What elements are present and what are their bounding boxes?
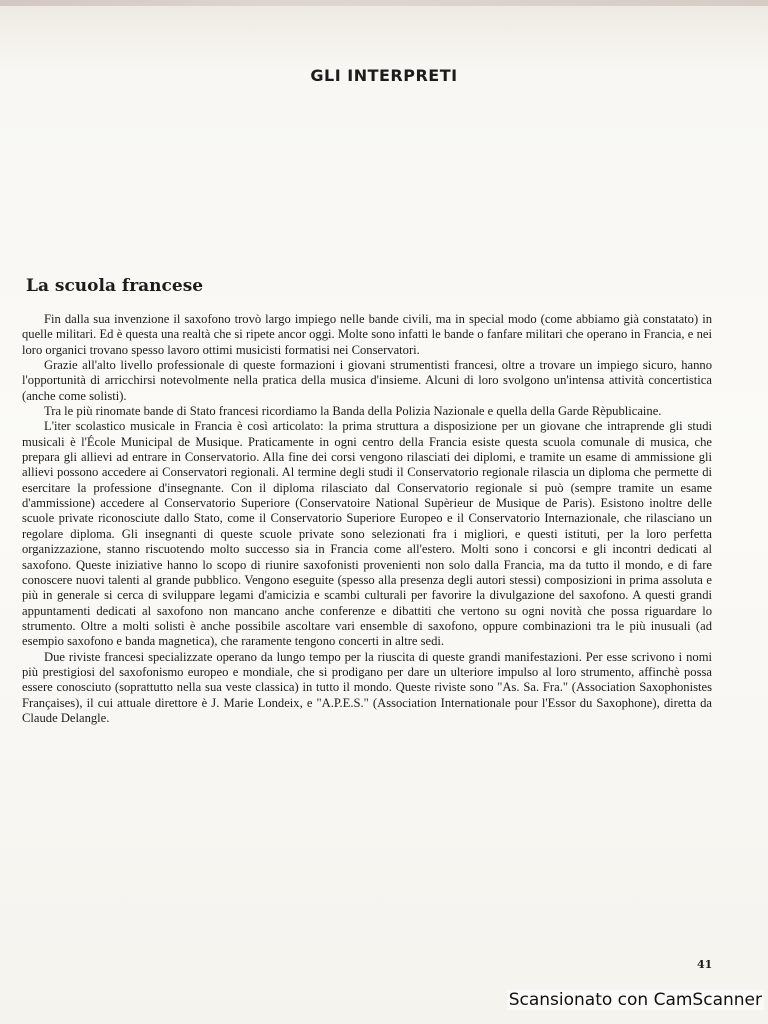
paragraph: Tra le più rinomate bande di Stato francesi ricordiamo la Banda della Polizia Nazionale e quella della Garde Rèpublicaine.: [44, 404, 662, 419]
paragraph: Grazie all'alto livello professionale di queste formazioni i giovani strumentisti francesi, oltre a trovare un impiego sicuro, hanno l'opportunità di arricchirsi notevolmente nella pratica della musica d'insieme. Alcuni di loro svolgono un'intensa attività concertistica (anche come solisti).: [22, 358, 712, 403]
section-title: La scuola francese: [26, 276, 204, 296]
page-number: 41: [697, 958, 713, 971]
chapter-title: GLI INTERPRETI: [310, 66, 458, 85]
paragraph: Fin dalla sua invenzione il saxofono trovò largo impiego nelle bande civili, ma in special modo (come abbiamo già constatato) in quelle militari. Ed è questa una realtà che si ripete ancor oggi. Molte sono infatti le bande o fanfare militari che operano in Francia, e nei loro organici trovano spesso lavoro ottimi musicisti formatisi nei Conservatori.: [22, 312, 712, 357]
paragraph: Due riviste francesi specializzate operano da lungo tempo per la riuscita di queste grandi manifestazioni. Per esse scrivono i nomi più prestigiosi del saxofonismo europeo e mondiale, che si prodigano per dare un ulteriore impulso al loro strumento, affinchè possa essere conosciuto (soprattutto nella sua veste classica) in tutto il mondo. Queste riviste sono "As. Sa. Fra." (Association Saxophonistes Françaises), il cui attuale direttore è J. Marie Londeix, e "A.P.E.S." (Association Internationale pour l'Essor du Saxophone), diretta da Claude Delangle.: [22, 649, 712, 725]
scanner-watermark: Scansionato con CamScanner: [508, 990, 762, 1010]
page-top-edge: [0, 0, 768, 6]
body-text: [22, 312, 712, 726]
paragraph: L'iter scolastico musicale in Francia è così articolato: la prima struttura a disposizione per un giovane che intraprende gli studi musicali è l'École Municipal de Musique. Praticamente in ogni centro della Francia esiste questa scuola comunale di musica, che prepara gli allievi ad entrare in Conservatorio. Alla fine dei corsi vengono rilasciati dei diplomi, e tramite un esame di ammissione gli allievi possono accedere ai Conservatori regionali. Al termine degli studi il Conservatorio regionale rilascia un diploma che permette di esercitare la professione d'insegnante. Con il diploma rilasciato dal Conservatorio regionale si può (sempre tramite un esame d'ammissione) accedere al Conservatorio Superiore (Conservatoire National Supèrieur de Musique de Paris). Esistono inoltre delle scuole private riconosciute dallo Stato, come il Conservatorio Superiore Europeo e il Conservatorio Internazionale, che rilasciano un regolare diploma. Gli insegnanti di queste scuole private sono selezionati fra i migliori, e questi istituti, per la loro perfetta organizzazione, stanno riscuotendo molto successo sia in Francia come all'estero. Molti sono i concorsi e gli incontri dedicati al saxofono. Queste iniziative hanno lo scopo di riunire saxofonisti provenienti non solo dalla Francia, ma da tutto il mondo, e di fare conoscere nuovi talenti al grande pubblico. Vengono eseguite (spesso alla presenza degli autori stessi) composizioni in prima assoluta e più in generale si cerca di sviluppare legami d'amicizia e scambi culturali per favorire la divulgazione del saxofono. A questi grandi appuntamenti dedicati al saxofono non mancano anche conferenze e dibattiti che vertono su ogni novità che possa riguardare lo strumento. Oltre a molti solisti è anche possibile ascoltare vari ensemble di saxofono, oppure combinazioni tra le più inusuali (ad esempio saxofono e banda magnetica), che raramente tengono concerti in altre sedi.: [22, 419, 712, 649]
